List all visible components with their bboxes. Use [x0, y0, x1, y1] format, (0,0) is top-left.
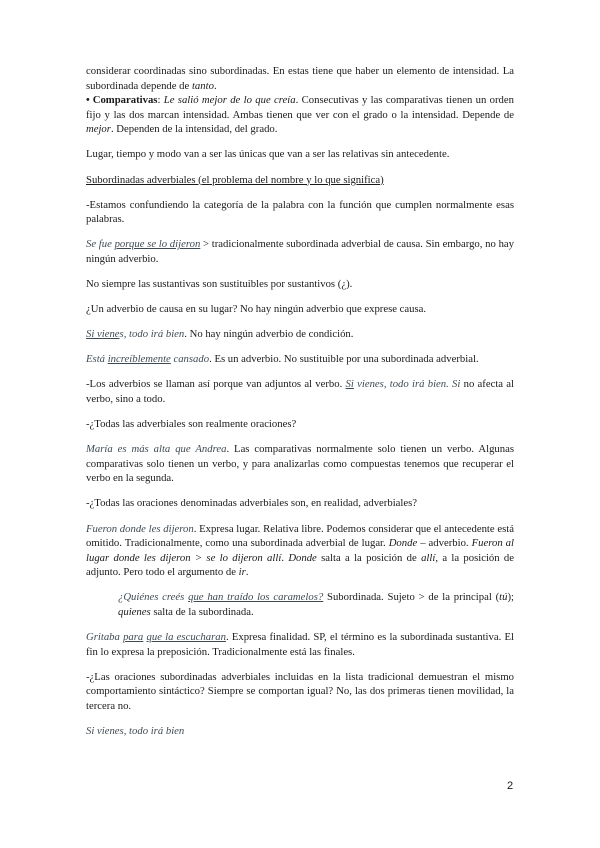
bullet-icon: •: [86, 94, 90, 107]
question-comportamiento: -¿Las oraciones subordinadas adverbiales incluidas en la lista tradicional demuestran el mismo comportamiento sintáctico? Siempre se comportan igual? No, las dos primeras tienen movilidad, la tercera no.: [86, 670, 514, 712]
example-underlined: increíblemente: [107, 353, 171, 366]
paragraph-adverbio-causa: ¿Un adverbio de causa en su lugar? No hay ningún adverbio que exprese causa.: [86, 303, 427, 316]
text-segment: . Las comparativas normalmente solo tienen un verbo. Algunas comparativas solo tienen un verbo, y para analizarlas como compuestas tenemos que recuperar el verbo en la segunda.: [86, 443, 514, 485]
example-final: Si vienes, todo irá bien: [86, 725, 185, 738]
text-segment: – adverbio.: [417, 537, 472, 550]
paragraph-categoria: -Estamos confundiendo la categoría de la palabra con la función que cumplen normalmente esas palabras.: [86, 198, 514, 226]
text-segment: . No hay ningún adverbio de condición.: [184, 328, 354, 341]
text-segment: , a la posición de adjunto. Pero todo el argumento de: [86, 551, 515, 579]
example-underlined: Si viene: [86, 328, 120, 341]
emphasis-mejor: mejor: [86, 123, 111, 136]
document-page: [86, 64, 514, 749]
text-segment: . Es un adverbio. No sustituible por una subordinada adverbial.: [209, 353, 479, 366]
text-segment: :: [157, 94, 164, 107]
emphasis-ir: ir: [238, 566, 246, 579]
example-underlined: para: [123, 631, 144, 644]
bullet-comparativas: [86, 93, 514, 137]
emphasis-tu: tú: [499, 591, 508, 604]
text-segment: salta de la subordinada.: [150, 606, 254, 619]
paragraph-lugar: [86, 522, 514, 580]
example-sentence: s, todo irá bien: [119, 328, 185, 341]
text-segment: Subordinada. Sujeto > de la principal (: [323, 591, 500, 604]
text-segment: .: [281, 551, 289, 564]
paragraph-condicion: [86, 327, 514, 342]
example-sentence: Se fue: [86, 238, 115, 251]
term-comparativas: Comparativas: [92, 94, 158, 107]
example-underlined: que han traído los caramelos?: [188, 591, 324, 604]
page-number: 2: [507, 780, 514, 792]
section-heading-adverbiales: Subordinadas adverbiales (el problema del nombre y lo que significa): [86, 173, 384, 186]
example-sentence: Gritaba: [86, 631, 124, 644]
example-sentence: Fueron al lugar donde les dijeron > se lo dijeron allí: [86, 537, 514, 564]
text-segment: );: [507, 591, 514, 604]
text-segment: . Expresa lugar. Relativa libre. Podemos considerar que el antecedente está omitido. Tradicionalmente, como una subordinada adverbial de lugar.: [86, 522, 514, 550]
paragraph-causa: [86, 237, 514, 266]
text-segment: salta a la posición de: [316, 551, 422, 564]
text-segment: No siempre las sustantivas son sustituibles por sustantivos (: [86, 278, 342, 291]
example-sentence: vienes, todo irá bien. Si: [353, 378, 461, 391]
text-segment: . Expresa finalidad. SP, el término es la subordinada sustantiva. El fin lo expresa la preposición. Tradicionalmente está las finales.: [86, 631, 514, 658]
question-oraciones: -¿Todas las adverbiales son realmente oraciones?: [86, 418, 297, 431]
paragraph-comparativas: [86, 442, 514, 486]
paragraph-finalidad: [86, 630, 514, 659]
emphasis-alli: allí: [421, 551, 436, 564]
emphasis-quienes: quienes: [118, 606, 151, 619]
example-sentence: ¿Quiénes creés: [118, 591, 189, 604]
paragraph-adjuntos: [86, 377, 514, 406]
example-sentence: Le salió mejor de lo que creía: [163, 94, 296, 107]
text-segment: ).: [346, 278, 353, 291]
example-sentence: Fueron donde les dijeron: [86, 522, 194, 535]
text-segment: .: [245, 566, 249, 579]
text-segment: no afecta al verbo, sino a todo.: [86, 378, 515, 405]
text-segment: considerar coordinadas sino subordinadas. En estas tiene que haber un elemento de intensidad. La subordinada depende de: [86, 65, 514, 92]
paragraph-increiblemente: [86, 352, 514, 367]
emphasis-donde: Donde: [388, 537, 418, 550]
emphasis-donde: Donde: [288, 551, 317, 564]
question-mark: ¿: [341, 278, 347, 291]
emphasis-tanto: tanto: [191, 79, 214, 92]
paragraph-intensity: [86, 64, 514, 93]
paragraph-sustantivas: [86, 277, 514, 292]
example-underlined: que la escucharan: [146, 631, 226, 644]
text-segment: -Los adverbios se llaman así porque van adjuntos al verbo.: [86, 378, 346, 391]
text-segment: > tradicionalmente subordinada adverbial de causa. Sin embargo, no hay ningún adverbio.: [86, 238, 514, 265]
example-underlined: porque se lo dijeron: [114, 238, 201, 251]
paragraph-quienes: [86, 590, 514, 619]
text-segment: .: [213, 79, 217, 92]
text-segment: . Consecutivas y las comparativas tienen un orden fijo y las dos marcan intensidad. Ambas tienen que ver con el grado o la intensidad. Depende de: [86, 94, 514, 121]
paragraph-relativas: Lugar, tiempo y modo van a ser las únicas que van a ser las relativas sin antecedente.: [86, 148, 450, 161]
example-sentence: cansado: [170, 353, 210, 366]
example-underlined: Si: [345, 378, 354, 391]
example-sentence: Está: [86, 353, 108, 366]
question-adverbiales: -¿Todas las oraciones denominadas adverbiales son, en realidad, adverbiales?: [86, 497, 418, 510]
text-segment: . Dependen de la intensidad, del grado.: [110, 123, 278, 136]
example-sentence: María es más alta que Andrea: [86, 443, 227, 456]
